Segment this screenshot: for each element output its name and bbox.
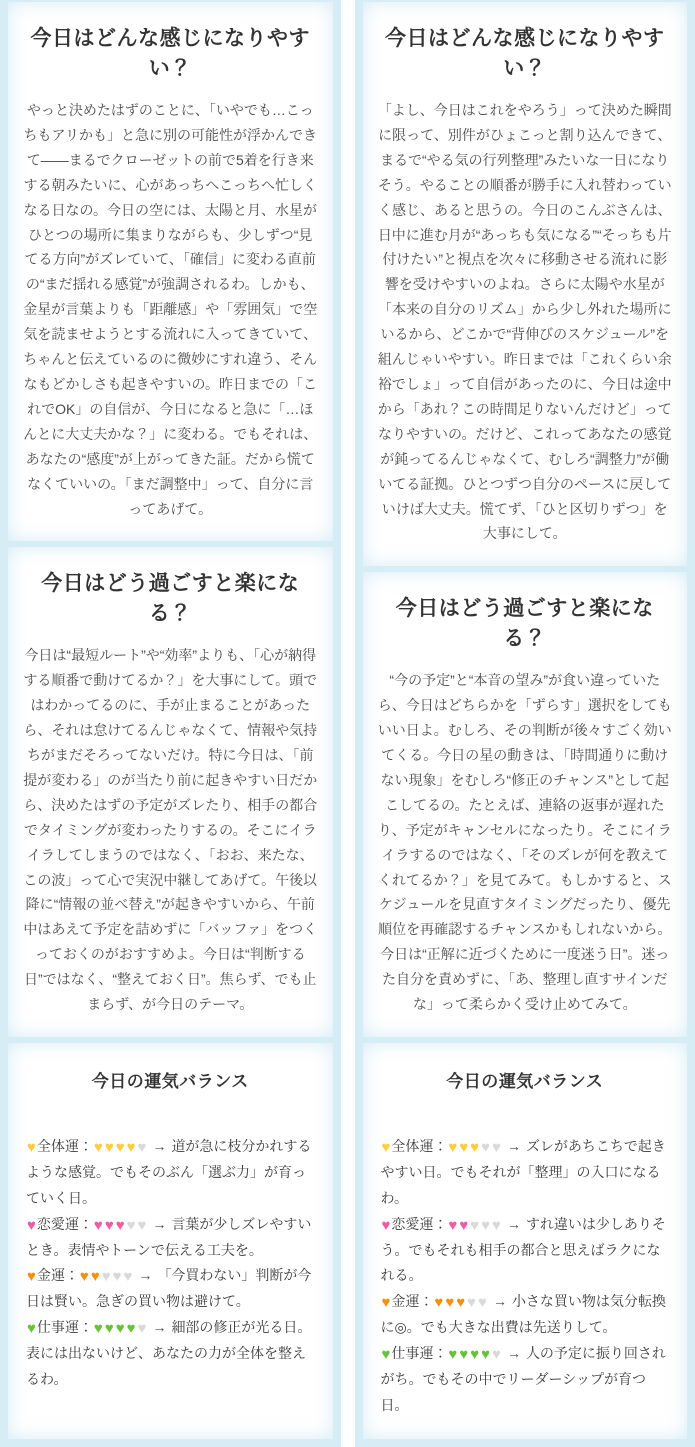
arrow-icon: →	[152, 1138, 166, 1154]
fortune-separator: ：	[419, 1293, 433, 1309]
fortune-separator: ：	[65, 1267, 79, 1283]
fortune-list	[23, 1134, 318, 1393]
arrow-icon: →	[493, 1293, 507, 1309]
heart-lead-icon	[26, 1138, 37, 1154]
heart-icon: ♥	[102, 1269, 111, 1284]
section-body-mood: やっと決めたはずのことに、「いやでも…こっちもアリかも」と急に別の可能性が浮かんできて——まるでクローゼットの前で5着を行き来する朝みたいに、心があっちへこっちへ忙しくなる日なの。今日の空には、太陽と月、水星がひとつの場所に集まりながらも、少しずつ“見てる方向”がズレていて、「確信」に変わる直前の“まだ揺れる感覚”が強調されるわ。しかも、金星が言葉よりも「距離感」や「雰囲気」で空気を読ませようとする流れに入ってきていて、ちゃんと伝えているのに微妙にすれ違う、そんなもどかしさも起きやすいの。昨日までの「これでOK」の自信が、今日になると急に「…ほんとに大丈夫かな？」に変わる。でもそれは、あなたの“感度”が上がってきた証。だから慌てなくていいの。「まだ調整中」って、自分に言ってあげて。	[23, 98, 318, 521]
heart-lead-icon	[381, 1293, 392, 1309]
heart-icon: ♥	[470, 1140, 479, 1155]
column-left	[0, 0, 341, 1447]
heart-icon: ♥	[459, 1218, 468, 1233]
heart-icon: ♥	[124, 1269, 133, 1284]
section-advice-left	[0, 544, 341, 1040]
heart-icon: ♥	[105, 1321, 114, 1336]
heart-lead-icon	[26, 1216, 37, 1232]
heart-icon: ♥	[481, 1347, 490, 1362]
heart-rating	[447, 1138, 502, 1154]
fortune-item-overall	[26, 1134, 315, 1212]
heart-lead-icon	[26, 1267, 37, 1283]
heart-icon: ♥	[456, 1295, 465, 1310]
fortune-separator: ：	[79, 1216, 93, 1232]
section-title-fortune: 今日の運気バランス	[378, 1067, 673, 1092]
heart-rating	[79, 1267, 134, 1283]
heart-icon: ♥	[434, 1295, 443, 1310]
heart-icon: ♥	[382, 1347, 391, 1362]
fortune-category: 金運	[391, 1293, 419, 1309]
heart-lead-icon	[26, 1319, 37, 1335]
heart-icon: ♥	[113, 1269, 122, 1284]
section-fortune-left	[0, 1040, 341, 1447]
heart-icon: ♥	[127, 1140, 136, 1155]
heart-icon: ♥	[470, 1347, 479, 1362]
fortune-separator: ：	[79, 1319, 93, 1335]
heart-icon: ♥	[105, 1218, 114, 1233]
section-advice-right	[355, 569, 695, 1040]
fortune-desc: 人の予定に振り回されがち。でもその中でリーダーシップが育つ日。	[381, 1345, 666, 1413]
arrow-icon: →	[152, 1216, 166, 1232]
heart-icon: ♥	[80, 1269, 89, 1284]
heart-icon: ♥	[138, 1218, 147, 1233]
section-body-mood: 「よし、今日はこれをやろう」って決めた瞬間に限って、別件がひょこっと割り込んできて、まるで“やる気の行列整理”みたいな一日になりそう。やることの順番が勝手に入れ替わっていく感じ、あると思うの。今日のこんぶさんは、日中に進む月が“あっちも気になる”“そっちも片付けたい”と視点を次々に移動させる流れに影響を受けやすいのよね。さらに太陽や水星が「本来の自分のリズム」から少し外れた場所にいるから、どこかで“背伸びのスケジュール”を組んじゃいやすい。昨日までは「これくらい余裕でしょ」って自信があったのに、今日は途中から「あれ？この時間足りないんだけど」ってなりやすいの。だけど、これってあなたの感覚が鈍ってるんじゃなくて、むしろ“調整力”が働いてる証拠。ひとつずつ自分のペースに戻していけば大丈夫。慌てず、「ひと区切りずつ」を大事にして。	[378, 98, 673, 546]
heart-icon: ♥	[448, 1347, 457, 1362]
heart-icon: ♥	[481, 1140, 490, 1155]
heart-icon: ♥	[467, 1295, 476, 1310]
heart-icon: ♥	[94, 1218, 103, 1233]
section-body-advice: 今日は“最短ルート”や“効率”よりも、「心が納得する順番で動けてるか？」を大事にして。頭ではわかってるのに、手が止まることがあったら、それは怠けてるんじゃなくて、情報や気持ちがまだそろってないだけ。特に今日は、「前提が変わる」のが当たり前に起きやすい日だから、決めたはずの予定がズレたり、相手の都合でタイミングが変わったりするの。そこにイライラしてしまうのではなく、「おお、来たな、この波」って心で実況中継してあげて。午後以降に“情報の並べ替え”が起きやすいから、午前中はあえて予定を詰めずに「バッファ」をつくっておくのがおすすめよ。今日は“判断する日”ではなく、“整えておく日”。焦らず、でも止まらず、が今日のテーマ。	[23, 643, 318, 1017]
column-right	[355, 0, 695, 1447]
heart-icon: ♥	[94, 1140, 103, 1155]
fortune-item-money	[381, 1289, 670, 1341]
heart-icon: ♥	[27, 1269, 36, 1284]
heart-rating	[93, 1138, 148, 1154]
fortune-list	[378, 1134, 673, 1419]
heart-rating	[433, 1293, 488, 1309]
heart-icon: ♥	[492, 1140, 501, 1155]
section-title-advice: 今日はどう過ごすと楽になる？	[23, 567, 318, 627]
section-mood-right	[355, 0, 695, 569]
section-mood-left	[0, 0, 341, 544]
heart-icon: ♥	[470, 1218, 479, 1233]
fortune-category: 恋愛運	[37, 1216, 79, 1232]
heart-rating	[93, 1216, 148, 1232]
fortune-item-work	[381, 1341, 670, 1419]
fortune-item-money	[26, 1263, 315, 1315]
fortune-category: 仕事運	[37, 1319, 79, 1335]
heart-icon: ♥	[459, 1347, 468, 1362]
heart-icon: ♥	[382, 1140, 391, 1155]
arrow-icon: →	[507, 1138, 521, 1154]
arrow-icon: →	[507, 1216, 521, 1232]
section-title-mood: 今日はどんな感じになりやすい？	[378, 22, 673, 82]
heart-icon: ♥	[492, 1347, 501, 1362]
section-title-advice: 今日はどう過ごすと楽になる？	[378, 592, 673, 652]
fortune-category: 全体運	[37, 1138, 79, 1154]
heart-icon: ♥	[116, 1218, 125, 1233]
fortune-category: 恋愛運	[391, 1216, 433, 1232]
heart-icon: ♥	[105, 1140, 114, 1155]
heart-icon: ♥	[382, 1295, 391, 1310]
fortune-category: 仕事運	[391, 1345, 433, 1361]
heart-icon: ♥	[127, 1321, 136, 1336]
heart-icon: ♥	[116, 1321, 125, 1336]
heart-icon: ♥	[481, 1218, 490, 1233]
heart-lead-icon	[381, 1216, 392, 1232]
fortune-desc: 言葉が少しズレやすいとき。表情やトーンで伝える工夫を。	[26, 1216, 311, 1258]
heart-icon: ♥	[138, 1140, 147, 1155]
fortune-separator: ：	[433, 1216, 447, 1232]
arrow-icon: →	[152, 1319, 166, 1335]
heart-icon: ♥	[445, 1295, 454, 1310]
heart-icon: ♥	[127, 1218, 136, 1233]
fortune-desc: 「今買わない」判断が今日は賢い。急ぎの買い物は避けて。	[26, 1267, 311, 1309]
fortune-separator: ：	[433, 1138, 447, 1154]
heart-icon: ♥	[138, 1321, 147, 1336]
fortune-desc: すれ違いは少しありそう。でもそれも相手の都合と思えばラクになれる。	[381, 1216, 666, 1284]
fortune-item-love	[381, 1212, 670, 1290]
fortune-category: 金運	[37, 1267, 65, 1283]
heart-icon: ♥	[459, 1140, 468, 1155]
arrow-icon: →	[138, 1267, 152, 1283]
heart-rating	[447, 1345, 502, 1361]
fortune-category: 全体運	[391, 1138, 433, 1154]
heart-icon: ♥	[478, 1295, 487, 1310]
fortune-item-overall	[381, 1134, 670, 1212]
section-fortune-right	[355, 1040, 695, 1447]
heart-rating	[93, 1319, 148, 1335]
section-title-fortune: 今日の運気バランス	[23, 1067, 318, 1092]
heart-icon: ♥	[448, 1140, 457, 1155]
fortune-separator: ：	[433, 1345, 447, 1361]
heart-lead-icon	[381, 1345, 392, 1361]
heart-icon: ♥	[94, 1321, 103, 1336]
heart-icon: ♥	[27, 1140, 36, 1155]
heart-icon: ♥	[116, 1140, 125, 1155]
fortune-desc: 細部の修正が光る日。表には出ないけど、あなたの力が全体を整えるわ。	[26, 1319, 311, 1387]
heart-icon: ♥	[27, 1321, 36, 1336]
heart-rating	[447, 1216, 502, 1232]
fortune-desc: ズレがあちこちで起きやすい日。でもそれが「整理」の入口になるわ。	[381, 1138, 666, 1206]
section-title-mood: 今日はどんな感じになりやすい？	[23, 22, 318, 82]
heart-lead-icon	[381, 1138, 392, 1154]
fortune-desc: 道が急に枝分かれするような感覚。でもそのぶん「選ぶ力」が育っていく日。	[26, 1138, 311, 1206]
fortune-separator: ：	[79, 1138, 93, 1154]
heart-icon: ♥	[382, 1218, 391, 1233]
heart-icon: ♥	[27, 1218, 36, 1233]
fortune-item-work	[26, 1315, 315, 1393]
arrow-icon: →	[507, 1345, 521, 1361]
fortune-desc: 小さな買い物は気分転換に◎。でも大きな出費は先送りして。	[381, 1293, 666, 1335]
fortune-item-love	[26, 1212, 315, 1264]
heart-icon: ♥	[91, 1269, 100, 1284]
heart-icon: ♥	[492, 1218, 501, 1233]
heart-icon: ♥	[448, 1218, 457, 1233]
section-body-advice: “今の予定”と“本音の望み”が食い違っていたら、今日はどちらかを「ずらす」選択をしてもいい日よ。むしろ、その判断が後々すごく効いてくる。今日の星の動きは、「時間通りに動けない現象」をむしろ“修正のチャンス”として起こしてるの。たとえば、連絡の返事が遅れたり、予定がキャンセルになったり。そこにイライラするのではなく、「そのズレが何を教えてくれてるか？」を見てみて。もしかすると、スケジュールを見直すタイミングだったり、優先順位を再確認するチャンスかもしれないから。今日は“正解に近づくために一度迷う日”。迷った自分を責めずに、「あ、整理し直すサインだな」って柔らかく受け止めてみて。	[378, 668, 673, 1017]
